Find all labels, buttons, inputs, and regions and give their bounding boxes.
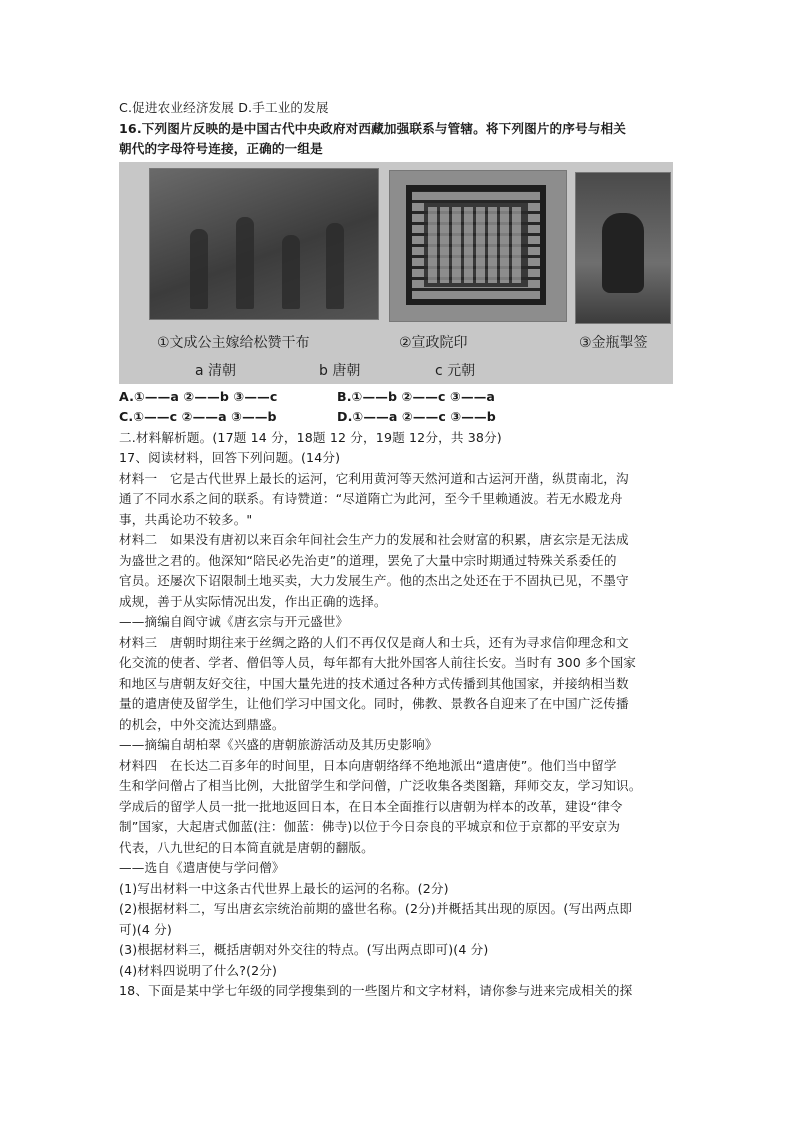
material1-line: 通了不同水系之间的联系。有诗赞道：“尽道隋亡为此河，至今千里赖通波。若无水殿龙舟 — [119, 491, 623, 506]
material1-line: 事，共禹论功不较多。" — [119, 511, 253, 527]
material4-source: ——选自《遣唐使与学问僧》 — [119, 860, 285, 875]
figure-silhouette — [282, 235, 300, 309]
exam-content — [119, 98, 679, 1002]
q16-options-row2 — [119, 407, 679, 428]
material3-line: 和地区与唐朝友好交往，中国大量先进的技术通过各种方式传播到其他国家，并接纳相当数 — [119, 675, 629, 691]
material3-line: 材料三 唐朝时期往来于丝绸之路的人们不再仅仅是商人和士兵，还有为寻求信仰理念和文 — [119, 634, 629, 650]
q18-stem: 18、下面是某中学七年级的同学搜集到的一些图片和文字材料，请你参与进来完成相关的探 — [119, 983, 633, 998]
material3-line: 化交流的使者、学者、僧侣等人员，每年都有大批外国客人前往长安。当时有 300 多个国家 — [119, 655, 637, 670]
material4-line: 材料四 在长达二百多年的时间里，日本向唐朝络绎不绝地派出“遣唐使”。他们当中留学 — [119, 757, 617, 773]
q16-stem-line1: 16.下列图片反映的是中国古代中央政府对西藏加强联系与管辖。将下列图片的序号与相关 — [119, 120, 627, 136]
golden-urn-image — [575, 172, 671, 324]
material3-line: 的机会，中外交流达到鼎盛。 — [119, 716, 285, 732]
figure-silhouette — [236, 217, 254, 309]
option-c: C.①——c ②——a ③——b — [119, 409, 277, 424]
option-a: A.①——a ②——b ③——c — [119, 388, 278, 404]
caption-wencheng: ①文成公主嫁给松赞干布 — [157, 334, 310, 351]
dynasty-c: c 元朝 — [435, 362, 476, 379]
seal-border — [406, 185, 546, 305]
q16-stem-line2: 朝代的字母符号连接，正确的一组是 — [119, 141, 323, 156]
seal-pattern — [424, 203, 528, 287]
q17-subquestion: (3)根据材料三，概括唐朝对外交往的特点。(写出两点即可)(4 分) — [119, 942, 489, 957]
q15-options-tail: C.促进农业经济发展 D.手工业的发展 — [119, 100, 329, 115]
option-b: B.①——b ②——c ③——a — [337, 388, 496, 404]
dynasty-a: a 清朝 — [195, 362, 237, 379]
material4-line: 学成后的留学人员一批一批地返回日本，在日本全面推行以唐朝为样本的改革，建设“律令 — [119, 798, 623, 814]
q17-subquestion: (4)材料四说明了什么?(2分) — [119, 962, 278, 978]
material4-line: 生和学问僧占了相当比例，大批留学生和学问僧，广泛收集各类图籍，拜师交友，学习知识。 — [119, 778, 642, 793]
material2-line: 官员。还屡次下诏限制土地买卖，大力发展生产。他的杰出之处还在于不固执已见，不墨守 — [119, 573, 629, 588]
figure-silhouette — [190, 229, 208, 309]
material3-line: 量的遣唐使及留学生，让他们学习中国文化。同时，佛教、景教各自迎来了在中国广泛传播 — [119, 696, 629, 711]
material4-line: 代表，八九世纪的日本简直就是唐朝的翻版。 — [119, 839, 374, 855]
q16-options-row1 — [119, 387, 679, 408]
material3-source: ——摘编自胡柏翠《兴盛的唐朝旅游活动及其历史影响》 — [119, 737, 438, 752]
option-d: D.①——a ②——c ③——b — [337, 409, 496, 424]
q17-subquestion: 可)(4 分) — [119, 921, 172, 937]
material2-line: 成规，善于从实际情况出发，作出正确的选择。 — [119, 593, 387, 609]
q17-subquestion: (1)写出材料一中这条古代世界上最长的运河的名称。(2分) — [119, 880, 449, 896]
wencheng-painting-image — [149, 168, 379, 320]
dynasty-b: b 唐朝 — [319, 362, 361, 379]
q17-subquestion: (2)根据材料二，写出唐玄宗统治前期的盛世名称。(2分)并概括其出现的原因。(写出两点即 — [119, 901, 633, 916]
material4-line: 制”国家，大起唐式伽蓝(注：伽蓝：佛寺)以位于今日奈良的平城京和位于京都的平安京为 — [119, 819, 621, 834]
q17-title: 17、阅读材料，回答下列问题。(14分) — [119, 450, 341, 465]
golden-urn-shape — [602, 213, 644, 293]
material1-line: 材料一 它是古代世界上最长的运河，它利用黄河等天然河道和古运河开凿，纵贯南北，沟 — [119, 470, 629, 486]
caption-seal: ②宣政院印 — [399, 334, 468, 351]
figure-silhouette — [326, 223, 344, 309]
q16-figure — [119, 162, 673, 384]
material2-source: ——摘编自阎守诚《唐玄宗与开元盛世》 — [119, 614, 349, 629]
caption-urn: ③金瓶掣签 — [579, 334, 648, 351]
section2-heading: 二.材料解析题。(17题 14 分，18题 12 分，19题 12分，共 38分) — [119, 429, 502, 445]
material2-line: 材料二 如果没有唐初以来百余年间社会生产力的发展和社会财富的积累，唐玄宗是无法成 — [119, 532, 629, 547]
xuanzhengyuan-seal-image — [389, 170, 567, 322]
material2-line: 为盛世之君的。他深知“陪民必先治吏”的道理，罢免了大量中宗时期通过特殊关系委任的 — [119, 552, 617, 568]
